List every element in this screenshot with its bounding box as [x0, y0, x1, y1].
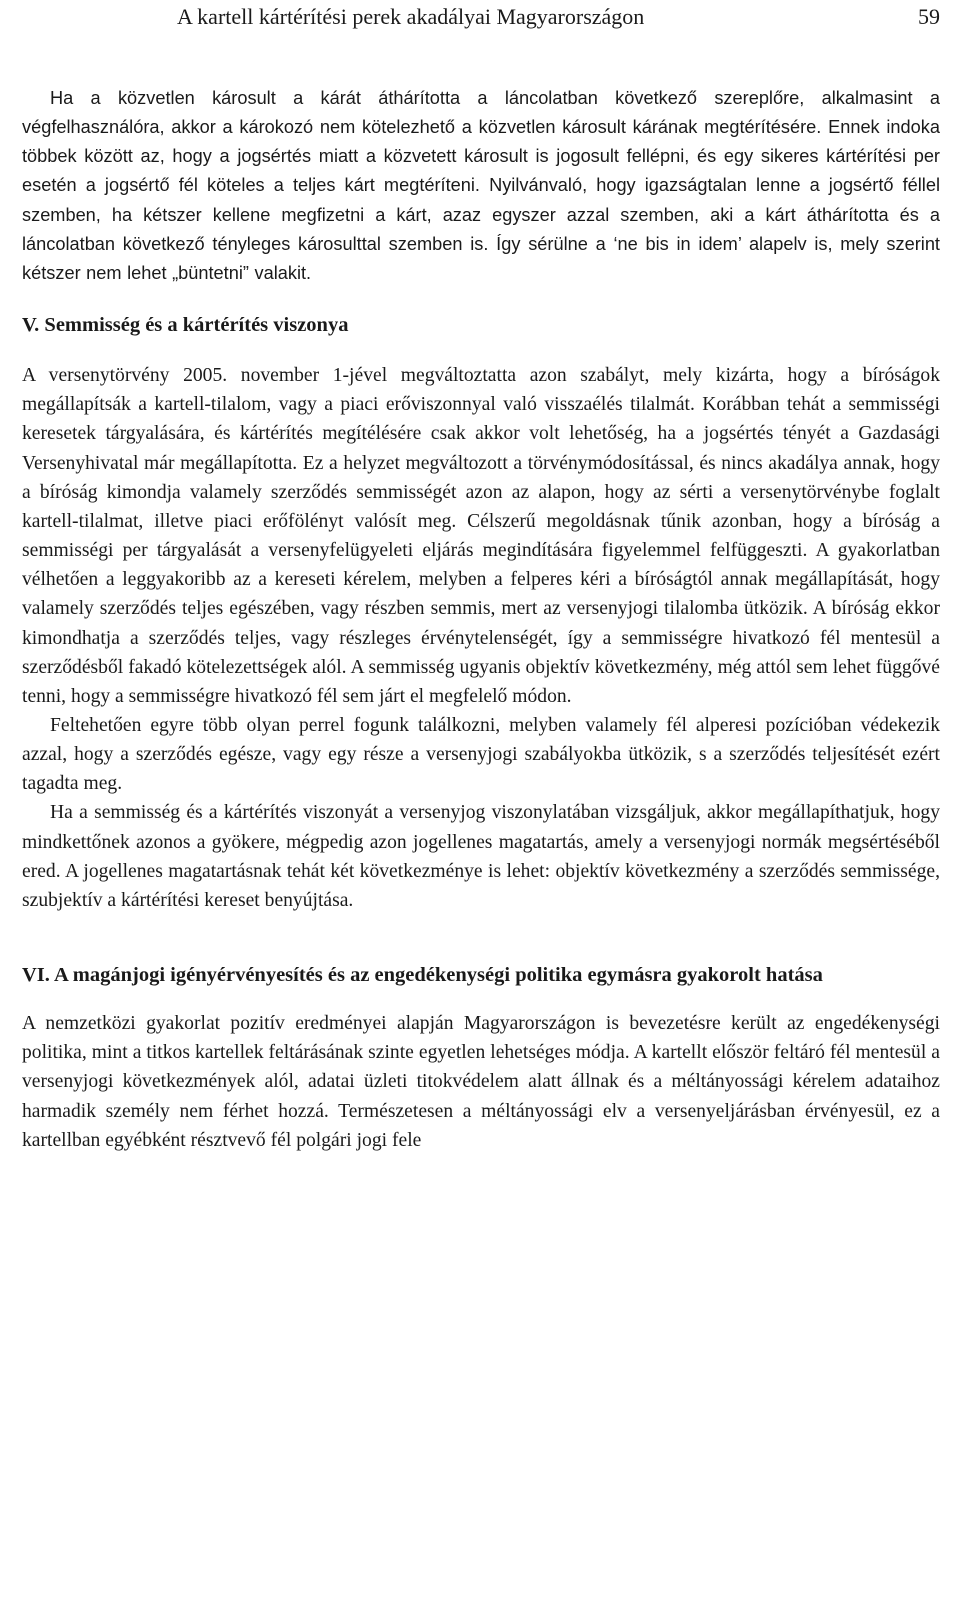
- paragraph-pass-on: Ha a közvetlen károsult a kárát áthárította a láncolatban következő szereplőre, alkalmasint a végfelhasználóra, akkor a károkozó nem kötelezhető a közvetlen károsult kárának megtérítésére. Ennek indoka többek között az, hogy a jogsértés miatt a közvetett károsult is jogosult fellépni, és egy sikeres kártérítési per esetén a jogsértő fél köteles a teljes kárt megtéríteni. Nyilvánvaló, hogy igazságtalan lenne a jogsértő féllel szemben, ha kétszer kellene megfizetni a kárt, azaz egyszer azzal szemben, aki a kárt áthárította és a láncolatban következő tényleges károsulttal szemben is. Így sérülne a ‘ne bis in idem’ alapelv is, mely szerint kétszer nem lehet „büntetni” valakit.: [22, 88, 940, 283]
- section-vi-title: A magánjogi igényérvényesítés és az engedékenységi politika egymásra gyakorolt hatása: [54, 964, 823, 987]
- page-number: 59: [918, 4, 940, 29]
- section-vi-heading: [22, 959, 940, 992]
- document-page: [22, 0, 940, 1155]
- section-v-heading: V. Semmisség és a kártérítés viszonya: [22, 314, 349, 337]
- running-header: [22, 2, 940, 32]
- running-title: A kartell kártérítési perek akadályai Magyarországon: [177, 4, 645, 29]
- section-v-paragraph-2: Feltehetően egyre több olyan perrel fogunk találkozni, melyben valamely fél alperesi pozícióban védekezik azzal, hogy a szerződés egésze, vagy egy része a versenyjogi szabályokba ütközik, s a szerződés teljesítését ezért tagadta meg.: [22, 714, 940, 795]
- section-vi-number: VI.: [22, 964, 50, 987]
- section-vi-paragraph-1: A nemzetközi gyakorlat pozitív eredményei alapján Magyarországon is bevezetésre került az engedékenységi politika, mint a titkos kartellek feltárásának szinte egyetlen lehetséges módja. A kartellt először feltáró fél mentesül a versenyjogi következmények alól, adatai üzleti titokvédelem alatt állnak és a méltányossági kérelem adataihoz harmadik személy nem férhet hozzá. Természetesen a méltányossági elv a versenyeljárásban érvényesül, ez a kartellban egyébként résztvevő fél polgári jogi fele: [22, 1013, 940, 1151]
- section-v-paragraph-1: A versenytörvény 2005. november 1-jével megváltoztatta azon szabályt, mely kizárta, hogy a bíróságok megállapítsák a kartell-tilalom, vagy a piaci erőviszonnyal való visszaélés tilalmát. Korábban tehát a semmisségi keresetek tárgyalására, és kártérítés megítélésére csak akkor volt lehetőség, ha a jogsértés tényét a Gazdasági Versenyhivatal már megállapította. Ez a helyzet megváltozott a törvénymódosítással, és nincs akadálya annak, hogy a bíróság kimondja valamely szerződés semmisségét azon az alapon, hogy az sérti a versenytörvénybe foglalt kartell-tilalmat, illetve piaci erőfölényt valósít meg. Célszerű megoldásnak tűnik azonban, hogy a bíróság a semmisségi per tárgyalását a versenyfelügyeleti eljárás megindítására figyelemmel felfüggeszti. A gyakorlatban vélhetően a leggyakoribb az a kereseti kérelem, melyben a felperes kéri a bíróságtól annak megállapítását, hogy valamely szerződés teljes egészében, vagy részben semmis, mert az versenyjogi tilalomba ütközik. A bíróság ekkor kimondhatja a szerződés teljes, vagy részleges érvénytelenségét, így a semmisségre hivatkozó fél mentesül a szerződésből fakadó kötelezettségek alól. A semmisség ugyanis objektív következmény, még attól sem lehet függővé tenni, hogy a semmisségre hivatkozó fél sem járt el megfelelő módon.: [22, 365, 940, 707]
- section-v-paragraph-3: Ha a semmisség és a kártérítés viszonyát a versenyjog viszonylatában vizsgáljuk, akkor megállapíthatjuk, hogy mindkettőnek azonos a gyökere, mégpedig azon jogellenes magatartás, amely a versenyjogi normák megsértéséből ered. A jogellenes magatartásnak tehát két következménye is lehet: objektív következmény a szerződés semmissége, szubjektív a kártérítési kereset benyújtása.: [22, 802, 940, 911]
